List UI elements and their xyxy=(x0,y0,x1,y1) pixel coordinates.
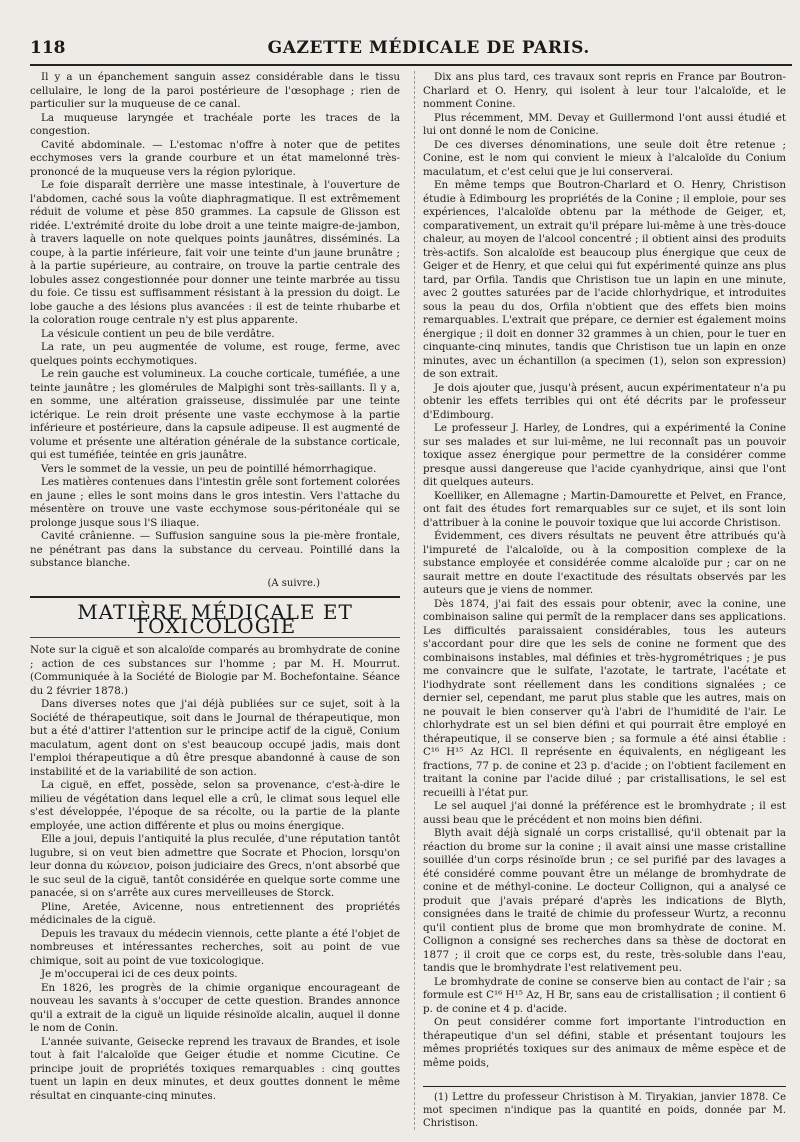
right-column xyxy=(414,71,786,1130)
paragraph: Le rein gauche est volumineux. La couche corticale, tuméfiée, a une teinte jaunâtre ; les glomérules de Malpighi sont très-saillants. Il y a, en somme, une altération graisseuse, dissimulée par une teinte ictérique. Le rein droit présente une vaste ecchymose à la partie inférieure et postérieure, dans la capsule adipeuse. Il est augmenté de volume et présente une altération générale de la substance corticale, qui est tuméfiée, teintée en gris jaunâtre. xyxy=(30,368,400,461)
paragraph: La vésicule contient un peu de bile verdâtre. xyxy=(41,327,275,340)
paragraph: Il y a un épanchement sanguin assez considérable dans le tissu cellulaire, le long de la paroi postérieure de l'œsophage ; rien de particulier sur la muqueuse de ce canal. xyxy=(30,71,400,110)
paragraph: Les matières contenues dans l'intestin grêle sont fortement colorées en jaune ; elles le sont moins dans le gros intestin. Vers l'attache du mésentère on trouve une vaste ecchymose sous-péritonéale qui se prolonge jusque sous l'S iliaque. xyxy=(30,476,400,529)
left-column xyxy=(30,71,400,1130)
page-header xyxy=(30,38,792,66)
paragraph: La rate, un peu augmentée de volume, est rouge, ferme, avec quelques points ecchymotiques. xyxy=(30,341,400,367)
paragraph: De ces diverses dénominations, une seule doit être retenue ; Conine, est le nom qui convient le mieux à l'alcaloïde du Conium maculatum, et c'est celui que je lui conserverai. xyxy=(423,138,786,178)
paragraph: Pline, Aretée, Avicenne, nous entretiennent des propriétés médicinales de la ciguë. xyxy=(30,900,400,926)
paragraph: Dix ans plus tard, ces travaux sont repris en France par Boutron-Charlard et O. Henry, qui isolent à leur tour l'alcaloïde, et le nomment Conine. xyxy=(423,71,786,110)
paragraph: Dans diverses notes que j'ai déjà publiées sur ce sujet, soit à la Société de thérapeutique, soit dans le Journal de thérapeutique, mon but a été d'attirer l'attention sur le principe actif de la ciguë, Conium maculatum, agent dont on s'est beaucoup occupé jadis, mais dont l'emploi thérapeutique a dû être presque abandonné à cause de son instabilité et de la variabilité de son action. xyxy=(30,698,400,778)
footnote-divider xyxy=(423,1086,786,1087)
paragraph: L'année suivante, Geisecke reprend les travaux de Brandes, et isole tout à fait l'alcaloïde que Geiger étudie et nomme Cicutine. Ce principe jouit de propriétés toxiques remarquables : cinq gouttes tuent un lapin en deux minutes, et deux gouttes donnent le même résultat en cinquante-cinq minutes. xyxy=(30,1035,400,1102)
footnote: (1) Lettre du professeur Christison à M. Tiryakian, janvier 1878. Ce mot specimen n'indique pas la quantité en poids, donnée par M. Christison. xyxy=(423,1092,786,1129)
paragraph: Depuis les travaux du médecin viennois, cette plante a été l'objet de nombreuses et intéressantes recherches, soit au point de vue chimique, soit au point de vue toxicologique. xyxy=(30,927,400,967)
page-number: 118 xyxy=(30,38,66,58)
paragraph: Cavité abdominale. — L'estomac n'offre à noter que de petites ecchymoses vers la grande courbure et un état mamelonné très-prononcé de la muqueuse vers la région pylorique. xyxy=(30,138,400,178)
to-be-continued: (A suivre.) xyxy=(267,577,320,589)
paragraph: La muqueuse laryngée et trachéale porte les traces de la congestion. xyxy=(30,111,400,137)
paragraph: Le sel auquel j'ai donné la préférence est le bromhydrate ; il est aussi beau que le précédent et non moins bien défini. xyxy=(423,800,786,826)
paragraph: Blyth avait déjà signalé un corps cristallisé, qu'il obtenait par la réaction du brome sur la conine ; il avait ainsi une masse cristalline souillée d'un corps résinoïde brun ; ce sel purifié par des lavages a été considéré comme pouvant être un mélange de bromhydrate de conine et de méthyl-conine. Le docteur Collignon, qui a analysé ce produit que j'avais préparé d'après les indications de Blyth, consignées dans le traité de chimie du professeur Wurtz, a reconnu qu'il contient plus de brome que mon bromhydrate de conine. M. Collignon a consigné ses recherches dans sa thèse de doctorat en 1877 ; il croit que ce corps est, du reste, très-soluble dans l'eau, tandis que le bromhydrate l'est relativement peu. xyxy=(423,827,786,974)
paragraph: Elle a joui, depuis l'antiquité la plus reculée, d'une réputation tantôt lugubre, si on veut bien admettre que Socrate et Phocion, lorsqu'on leur donna du κώνειον, poison judiciaire des Grecs, n'ont absorbé que le suc seul de la ciguë, tantôt considérée en quelque sorte comme une panacée, si on s'arrête aux cures merveilleuses de Storck. xyxy=(30,833,400,899)
paragraph: Je dois ajouter que, jusqu'à présent, aucun expérimentateur n'a pu obtenir les effets terribles qui ont été décrits par le professeur d'Edimbourg. xyxy=(423,381,786,421)
paragraph: Dès 1874, j'ai fait des essais pour obtenir, avec la conine, une combinaison saline qui permît de la remplacer dans ses applications. Les difficultés paraissaient considérables, tous les auteurs s'accordant pour dire que les sels de conine ne forment que des combinaisons instables, mal définies et très-hygrométriques ; je pus me convaincre que le sulfate, l'azotate, le tartrate, l'acétate et l'iodhydrate sont réellement dans les conditions signalées ; ce dernier sel, cependant, me parut plus stable que les autres, mais on ne pouvait le bien conserver qu'à l'abri de l'humidité de l'air. Le chlorhydrate est un sel bien défini et qui pourrait être employé en thérapeutique, il se conserve bien ; sa formule a été ainsi établie : C¹⁶ H¹⁵ Az HCl. Il représente en équivalents, en négligeant les fractions, 77 p. de conine et 23 p. d'acide ; on l'obtient facilement en traitant la conine par l'acide dilué ; par cristallisations, le sel est recueilli à l'état pur. xyxy=(423,597,786,799)
paragraph: On peut considérer comme fort importante l'introduction en thérapeutique d'un sel défini, stable et présentant toujours les mêmes propriétés toxiques sur des animaux de même espèce et de même poids, xyxy=(423,1016,786,1069)
paragraph: Vers le sommet de la vessie, un peu de pointillé hémorrhagique. xyxy=(41,462,377,475)
paragraph: Koelliker, en Allemagne ; Martin-Damourette et Pelvet, en France, ont fait des études fort remarquables sur ce sujet, et ils sont loin d'attribuer à la conine le pouvoir toxique que lui accorde Christison. xyxy=(423,489,786,529)
paragraph: Plus récemment, MM. Devay et Guillermond l'ont aussi étudié et lui ont donné le nom de Conicine. xyxy=(423,111,786,137)
section-title: MATIÈRE MÉDICALE ET TOXICOLOGIE xyxy=(30,606,400,638)
paragraph: Le professeur J. Harley, de Londres, qui a expérimenté la Conine sur ses malades et sur lui-même, ne lui reconnaît pas un pouvoir toxique assez énergique pour permettre de la considérer comme presque aussi dangereuse que l'acide cyanhydrique, ainsi que l'ont dit quelques auteurs. xyxy=(423,422,786,488)
paragraph: En même temps que Boutron-Charlard et O. Henry, Christison étudie à Edimbourg les propriétés de la Conine ; il emploie, pour ses expériences, l'alcaloïde obtenu par la méthode de Geiger, et, comparativement, un extrait qu'il prépare lui-même à une très-douce chaleur, au moyen de l'alcool concentré ; il obtient ainsi des produits très-actifs. Son alcaloïde est beaucoup plus énergique que ceux de Geiger et de Henry, et que celui qui fut expérimenté quinze ans plus tard, par Orfila. Tandis que Christison tue un lapin en une minute, avec 2 gouttes saturées par de l'acide chlorhydrique, et introduites sous la peau du dos, Orfila n'obtient que des effets bien moins remarquables. L'extrait que prépare, ce dernier est également moins énergique ; il doit en donner 32 grammes à un chien, pour le tuer en cinquante-cinq minutes, tandis que Christison tue un lapin en onze minutes, avec un échantillon (a specimen (1), selon son expression) de son extrait. xyxy=(423,179,786,380)
paragraph: La ciguë, en effet, possède, selon sa provenance, c'est-à-dire le milieu de végétation dans lequel elle a crû, le climat sous lequel elle s'est développée, l'époque de sa récolte, ou la partie de la plante employée, une action différente et plus ou moins énergique. xyxy=(30,779,400,832)
paragraph: Évidemment, ces divers résultats ne peuvent être attribués qu'à l'impureté de l'alcaloïde, ou à la composition complexe de la substance employée et considérée comme alcaloïde pur ; car on ne saurait mettre en doute l'exactitude des résultats observés par les auteurs que je viens de nommer. xyxy=(423,530,786,596)
paragraph: Cavité crânienne. — Suffusion sanguine sous la pie-mère frontale, ne pénétrant pas dans la substance du cerveau. Pointillé dans la substance blanche. xyxy=(30,530,400,569)
paragraph: Le foie disparaît derrière une masse intestinale, à l'ouverture de l'abdomen, caché sous la voûte diaphragmatique. Il est extrêmement réduit de volume et pèse 850 grammes. La capsule de Glisson est ridée. L'extrémité droite du lobe droit a une teinte maigre-de-jambon, à travers laquelle on note quelques points jaunâtres, disséminés. La coupe, à la partie inférieure, fait voir une teinte d'un jaune brunâtre ; à la partie supérieure, au contraire, on trouve la partie centrale des lobules assez congestionnée pour donner une teinte marbrée au tissu du foie. Ce tissu est suffisamment résistant à la pression du doigt. Le lobe gauche a des lésions plus avancées : il est de teinte rhubarbe et la coloration rouge centrale n'y est plus apparente. xyxy=(30,179,400,326)
article-heading: Note sur la ciguë et son alcaloïde comparés au bromhydrate de conine ; action de ces substances sur l'homme ; par M. H. Mourrut. (Communiquée à la Société de Biologie par M. Bochefontaine. Séance du 2 février 1878.) xyxy=(30,644,400,697)
paragraph: Je m'occuperai ici de ces deux points. xyxy=(41,968,238,980)
two-column-body xyxy=(30,71,792,1130)
section-divider xyxy=(30,596,400,598)
journal-title: GAZETTE MÉDICALE DE PARIS. xyxy=(267,38,590,58)
paragraph: Le bromhydrate de conine se conserve bien au contact de l'air ; sa formule est C¹⁶ H¹⁵ Az, H Br, sans eau de cristallisation ; il contient 6 p. de conine et 4 p. d'acide. xyxy=(423,975,786,1015)
paragraph: En 1826, les progrès de la chimie organique encourageant de nouveau les savants à s'occuper de cette question. Brandes annonce qu'il a extrait de la ciguë un liquide résinoïde alcalin, auquel il donne le nom de Conin. xyxy=(30,981,400,1034)
